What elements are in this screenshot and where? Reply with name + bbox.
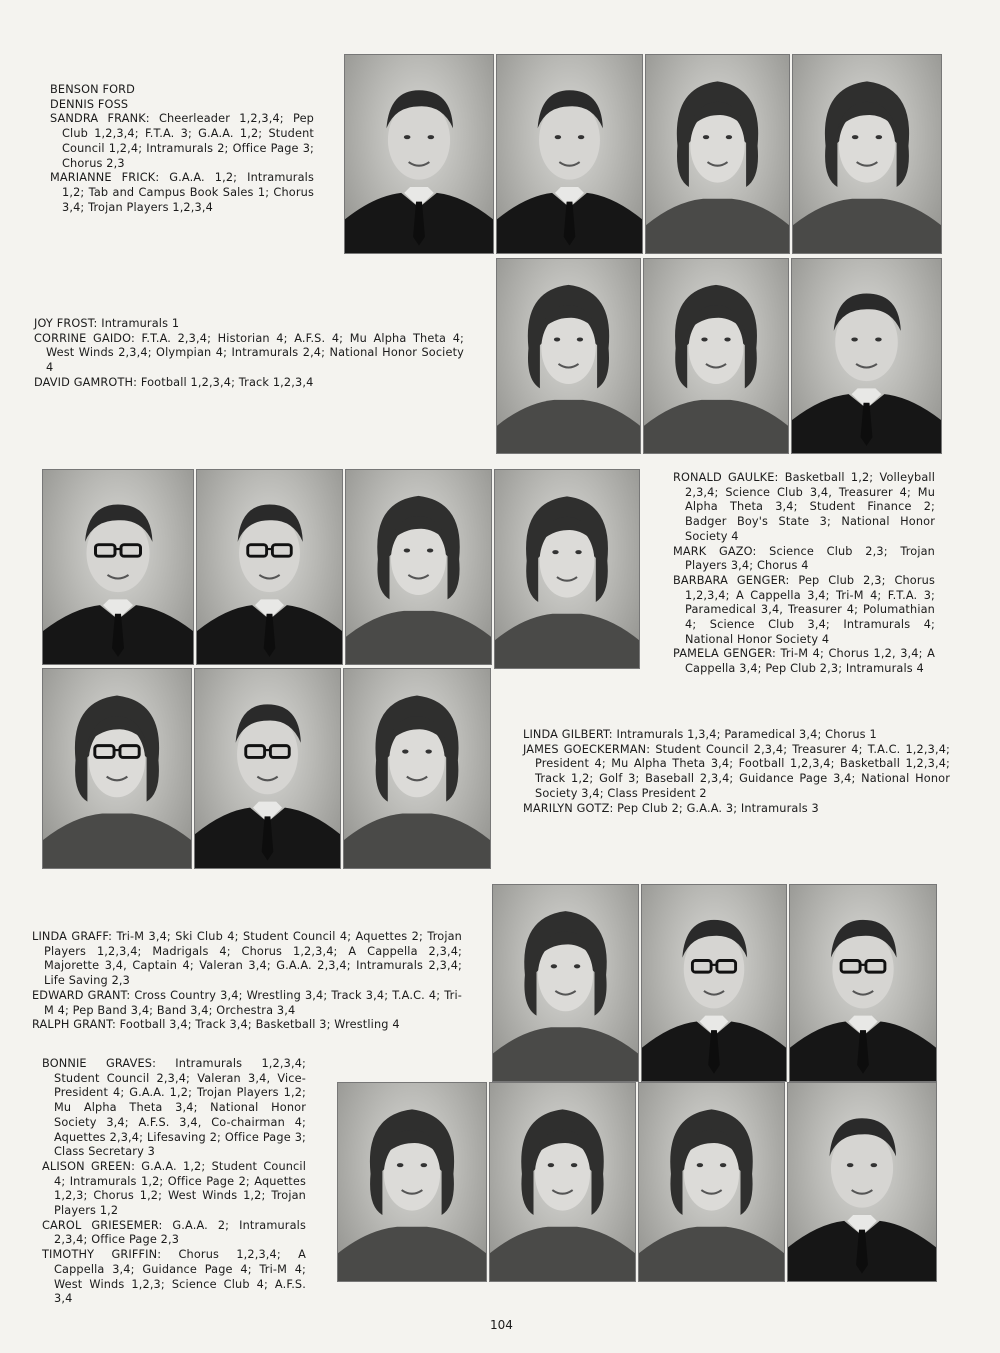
portrait-photo	[194, 668, 341, 869]
portrait-photo	[645, 54, 790, 254]
portrait-silhouette	[792, 259, 941, 453]
portrait-photo	[344, 54, 494, 254]
page-number: 104	[490, 1318, 513, 1332]
portrait-silhouette	[338, 1083, 486, 1281]
caption-entry: SANDRA FRANK: Cheerleader 1,2,3,4; Pep Club 1,2,3,4; F.T.A. 3; G.A.A. 1,2; Student Council 1,2,4; Intramurals 2; Office Page 3; Chorus 2,3	[50, 112, 314, 170]
caption-entry: RALPH GRANT: Football 3,4; Track 3,4; Basketball 3; Wrestling 4	[32, 1018, 400, 1032]
portrait-silhouette	[43, 669, 191, 868]
portrait-photo	[496, 258, 641, 454]
caption-entry: JOY FROST: Intramurals 1	[34, 317, 180, 330]
caption-entry: DAVID GAMROTH: Football 1,2,3,4; Track 1,2,3,4	[34, 375, 314, 389]
caption-entry: LINDA GRAFF: Tri-M 3,4; Ski Club 4; Student Council 4; Aquettes 2; Trojan Players 1,2,3,4; Madrigals 4; Chorus 1,2,3,4; A Cappella 2,3,4; Majorette 3,4, Captain 4; Valeran 3,4; G.A.A. 2,3,4; Intramurals 2,3,4; Life Saving 2,3	[32, 930, 462, 988]
caption-entry: TIMOTHY GRIFFIN: Chorus 1,2,3,4; A Cappella 3,4; Guidance Page 4; Tri-M 4; West Winds 1,2,3; Science Club 4; A.F.S. 3,4	[42, 1248, 306, 1306]
caption-entry: LINDA GILBERT: Intramurals 1,3,4; Paramedical 3,4; Chorus 1	[523, 728, 877, 741]
portrait-photo	[789, 884, 937, 1082]
caption-entry: DENNIS FOSS	[50, 97, 129, 111]
portrait-photo	[496, 54, 643, 254]
portrait-photo	[196, 469, 343, 665]
portrait-silhouette	[642, 885, 786, 1081]
caption-entry: PAMELA GENGER: Tri-M 4; Chorus 1,2, 3,4; A Cappella 3,4; Pep Club 2,3; Intramurals 4	[673, 647, 935, 676]
portrait-photo	[337, 1082, 487, 1282]
portrait-silhouette	[43, 470, 193, 664]
portrait-photo	[791, 258, 942, 454]
caption-block-3	[673, 471, 935, 677]
portrait-silhouette	[490, 1083, 635, 1281]
portrait-silhouette	[639, 1083, 784, 1281]
caption-block-5	[32, 930, 462, 1033]
portrait-photo	[643, 258, 789, 454]
portrait-photo	[638, 1082, 785, 1282]
portrait-silhouette	[346, 470, 491, 664]
portrait-silhouette	[644, 259, 788, 453]
portrait-silhouette	[195, 669, 340, 868]
caption-block-6	[42, 1057, 306, 1307]
caption-entry: CORRINE GAIDO: F.T.A. 2,3,4; Historian 4; A.F.S. 4; Mu Alpha Theta 4; West Winds 2,3,4; Olympian 4; Intramurals 2,4; National Honor Society 4	[34, 331, 464, 375]
portrait-photo	[42, 668, 192, 869]
portrait-silhouette	[493, 885, 638, 1081]
portrait-silhouette	[788, 1083, 936, 1281]
portrait-photo	[787, 1082, 937, 1282]
caption-entry: MARK GAZO: Science Club 2,3; Trojan Players 3,4; Chorus 4	[673, 544, 935, 573]
caption-entry: ALISON GREEN: G.A.A. 1,2; Student Council 4; Intramurals 1,2; Office Page 2; Aquettes 1,2,3; Chorus 1,2; West Winds 1,2; Trojan Players 1,2	[42, 1159, 306, 1218]
portrait-silhouette	[197, 470, 342, 664]
portrait-photo	[641, 884, 787, 1082]
caption-entry: BENSON FORD	[50, 83, 136, 96]
caption-entry: EDWARD GRANT: Cross Country 3,4; Wrestling 3,4; Track 3,4; T.A.C. 4; Tri-M 4; Pep Band 3,4; Band 3,4; Orchestra 3,4	[32, 988, 462, 1017]
caption-entry: RONALD GAULKE: Basketball 1,2; Volleyball 2,3,4; Science Club 3,4, Treasurer 4; Mu Alpha Theta 3,4; Student Finance 2; Badger Boy's State 3; National Honor Society 4	[673, 471, 935, 543]
caption-block-1	[50, 83, 314, 215]
caption-block-4	[523, 728, 950, 816]
portrait-silhouette	[344, 669, 490, 868]
portrait-photo	[42, 469, 194, 665]
portrait-photo	[345, 469, 492, 665]
portrait-silhouette	[497, 55, 642, 253]
portrait-photo	[343, 668, 491, 869]
portrait-photo	[494, 469, 640, 669]
caption-entry: MARIANNE FRICK: G.A.A. 1,2; Intramurals 1,2; Tab and Campus Book Sales 1; Chorus 3,4; Trojan Players 1,2,3,4	[50, 171, 314, 214]
portrait-silhouette	[646, 55, 789, 253]
portrait-silhouette	[793, 55, 941, 253]
portrait-silhouette	[495, 470, 639, 668]
portrait-photo	[489, 1082, 636, 1282]
caption-entry: BONNIE GRAVES: Intramurals 1,2,3,4; Student Council 2,3,4; Valeran 3,4, Vice-President 4; G.A.A. 1,2; Trojan Players 1,2; Mu Alpha Theta 3,4; National Honor Society 3,4; A.F.S. 3,4, Co-chairman 4; Aquettes 2,3,4; Lifesaving 2; Office Page 3; Class Secretary 3	[42, 1057, 306, 1159]
caption-entry: JAMES GOECKERMAN: Student Council 2,3,4; Treasurer 4; T.A.C. 1,2,3,4; President 4; Mu Alpha Theta 3,4; Football 1,2,3,4; Basketball 1,2,3,4; Track 1,2; Golf 3; Baseball 2,3,4; Guidance Page 3,4; National Honor Society 3,4; Class President 2	[523, 742, 950, 800]
portrait-silhouette	[497, 259, 640, 453]
portrait-silhouette	[345, 55, 493, 253]
caption-entry: CAROL GRIESEMER: G.A.A. 2; Intramurals 2,3,4; Office Page 2,3	[42, 1218, 306, 1247]
portrait-silhouette	[790, 885, 936, 1081]
caption-entry: BARBARA GENGER: Pep Club 2,3; Chorus 1,2,3,4; A Cappella 3,4; Tri-M 4; F.T.A. 3; Paramedical 3,4, Treasurer 4; Polumathian 4; Science Club 3,4; Intramurals 4; National Honor Society 4	[673, 573, 935, 646]
caption-block-2	[34, 317, 464, 391]
caption-entry: MARILYN GOTZ: Pep Club 2; G.A.A. 3; Intramurals 3	[523, 801, 819, 815]
portrait-photo	[492, 884, 639, 1082]
portrait-photo	[792, 54, 942, 254]
